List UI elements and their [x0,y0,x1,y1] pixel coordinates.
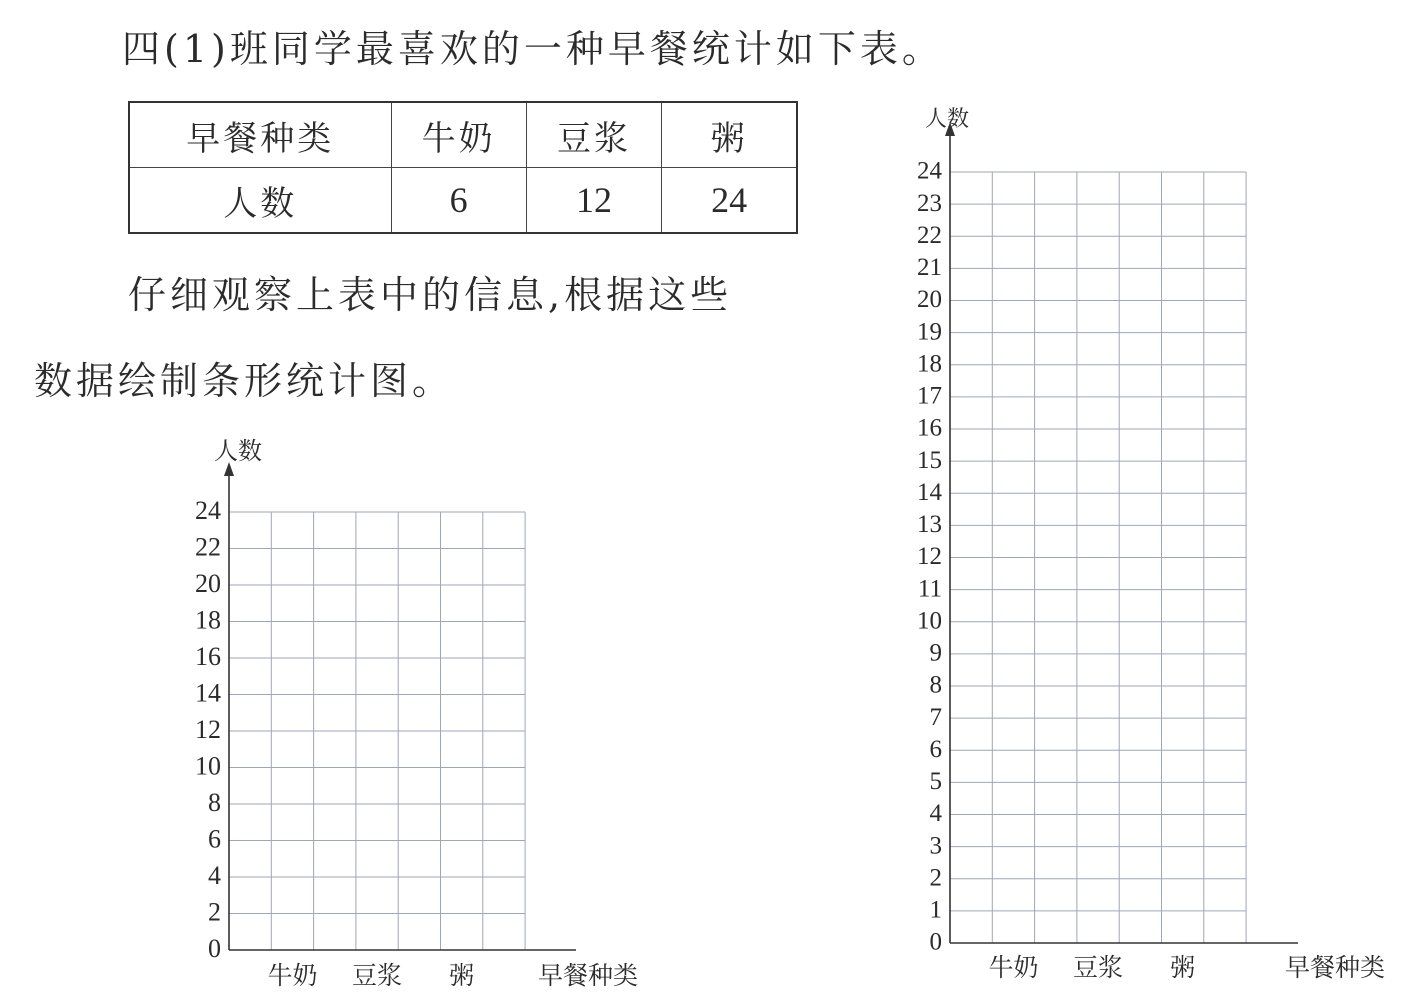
question-line-2: 数据绘制条形统计图。 [34,359,455,403]
y-tick-label: 6 [208,824,221,854]
y-tick-label: 8 [208,787,221,817]
y-tick-label: 0 [208,933,221,963]
y-tick-label: 2 [929,864,942,892]
y-tick-label: 13 [917,511,942,539]
y-tick-label: 6 [929,735,942,763]
y-tick-label: 18 [917,350,942,378]
y-tick-label: 9 [929,639,942,667]
y-tick-label: 7 [929,703,942,731]
x-category-label: 牛奶 [267,961,318,990]
y-tick-label: 10 [917,607,942,635]
y-tick-label: 20 [917,286,942,314]
x-category-label: 牛奶 [988,953,1039,982]
y-tick-label: 22 [917,221,942,249]
y-tick-label: 23 [917,189,942,217]
y-tick-label: 21 [917,254,942,282]
x-axis-title: 早餐种类 [1284,953,1386,982]
y-tick-label: 10 [195,751,221,781]
y-tick-label: 4 [929,800,942,828]
y-tick-label: 17 [917,382,942,410]
y-tick-label: 12 [195,714,221,744]
y-tick-label: 24 [195,495,221,525]
y-tick-label: 14 [917,478,942,506]
y-axis-title: 人数 [924,107,970,132]
y-tick-label: 14 [195,678,221,708]
intro-text: 四(1)班同学最喜欢的一种早餐统计如下表。 [122,27,944,71]
y-tick-label: 20 [195,568,221,598]
x-category-label: 粥 [449,961,475,990]
x-category-label: 豆浆 [1073,953,1124,982]
y-tick-label: 22 [195,532,221,562]
y-tick-label: 18 [195,605,221,635]
x-axis-title: 早餐种类 [537,961,639,990]
x-category-label: 粥 [1170,953,1196,982]
y-tick-label: 1 [929,896,942,924]
y-axis-title: 人数 [214,437,262,465]
table-header-cell: 粥 [662,102,797,168]
y-tick-label: 5 [929,768,942,796]
y-tick-label: 0 [929,928,942,956]
y-tick-label: 24 [917,157,942,185]
table-cell: 6 [391,168,526,234]
table-header-cell: 早餐种类 [129,102,391,168]
y-tick-label: 4 [208,860,221,890]
table-cell: 12 [526,168,661,234]
y-tick-label: 3 [929,832,942,860]
table-header-cell: 豆浆 [526,102,661,168]
x-category-label: 豆浆 [352,961,403,990]
y-tick-label: 19 [917,318,942,346]
y-tick-label: 12 [917,543,942,571]
y-tick-label: 2 [208,897,221,927]
y-tick-label: 11 [917,575,942,603]
y-tick-label: 8 [929,671,942,699]
y-tick-label: 15 [917,446,942,474]
table-header-cell: 牛奶 [391,102,526,168]
y-tick-label: 16 [917,414,942,442]
table-cell: 24 [662,168,797,234]
y-tick-label: 16 [195,641,221,671]
question-line-1: 仔细观察上表中的信息,根据这些 [128,273,733,317]
table-row-label: 人数 [129,168,391,234]
